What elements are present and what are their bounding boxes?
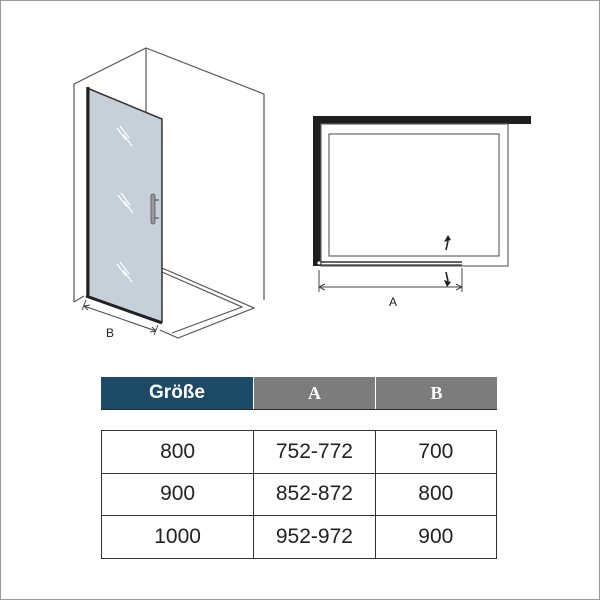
a-cell: 852-872 [254, 473, 375, 516]
table-header-size: Größe [101, 377, 253, 409]
table-header-a: A [254, 377, 375, 409]
b-cell: 800 [375, 473, 496, 516]
swing-arrow-inward [444, 235, 451, 250]
size-cell: 900 [102, 473, 254, 516]
tray-outer [321, 124, 508, 266]
b-cell: 900 [375, 516, 496, 559]
dimension-a [319, 268, 462, 292]
a-cell: 952-972 [254, 516, 375, 559]
tray-inner [329, 134, 499, 256]
size-cell: 1000 [102, 516, 254, 559]
top-view [313, 116, 531, 309]
dimension-b-label: B [105, 326, 115, 340]
dimension-a-label: A [388, 295, 398, 309]
top-wall [313, 116, 531, 124]
tray-outline [162, 272, 242, 333]
size-cell: 800 [102, 431, 254, 474]
hinge-point [317, 261, 321, 265]
table-header-b: B [376, 377, 497, 409]
size-table [101, 430, 497, 559]
side-wall [313, 116, 321, 266]
a-cell: 752-772 [254, 431, 375, 474]
table-row [102, 516, 497, 559]
swing-arrow-outward [444, 272, 451, 287]
table-header-rule [101, 409, 497, 410]
table-row [102, 431, 497, 474]
table-row [102, 473, 497, 516]
b-cell: 700 [375, 431, 496, 474]
